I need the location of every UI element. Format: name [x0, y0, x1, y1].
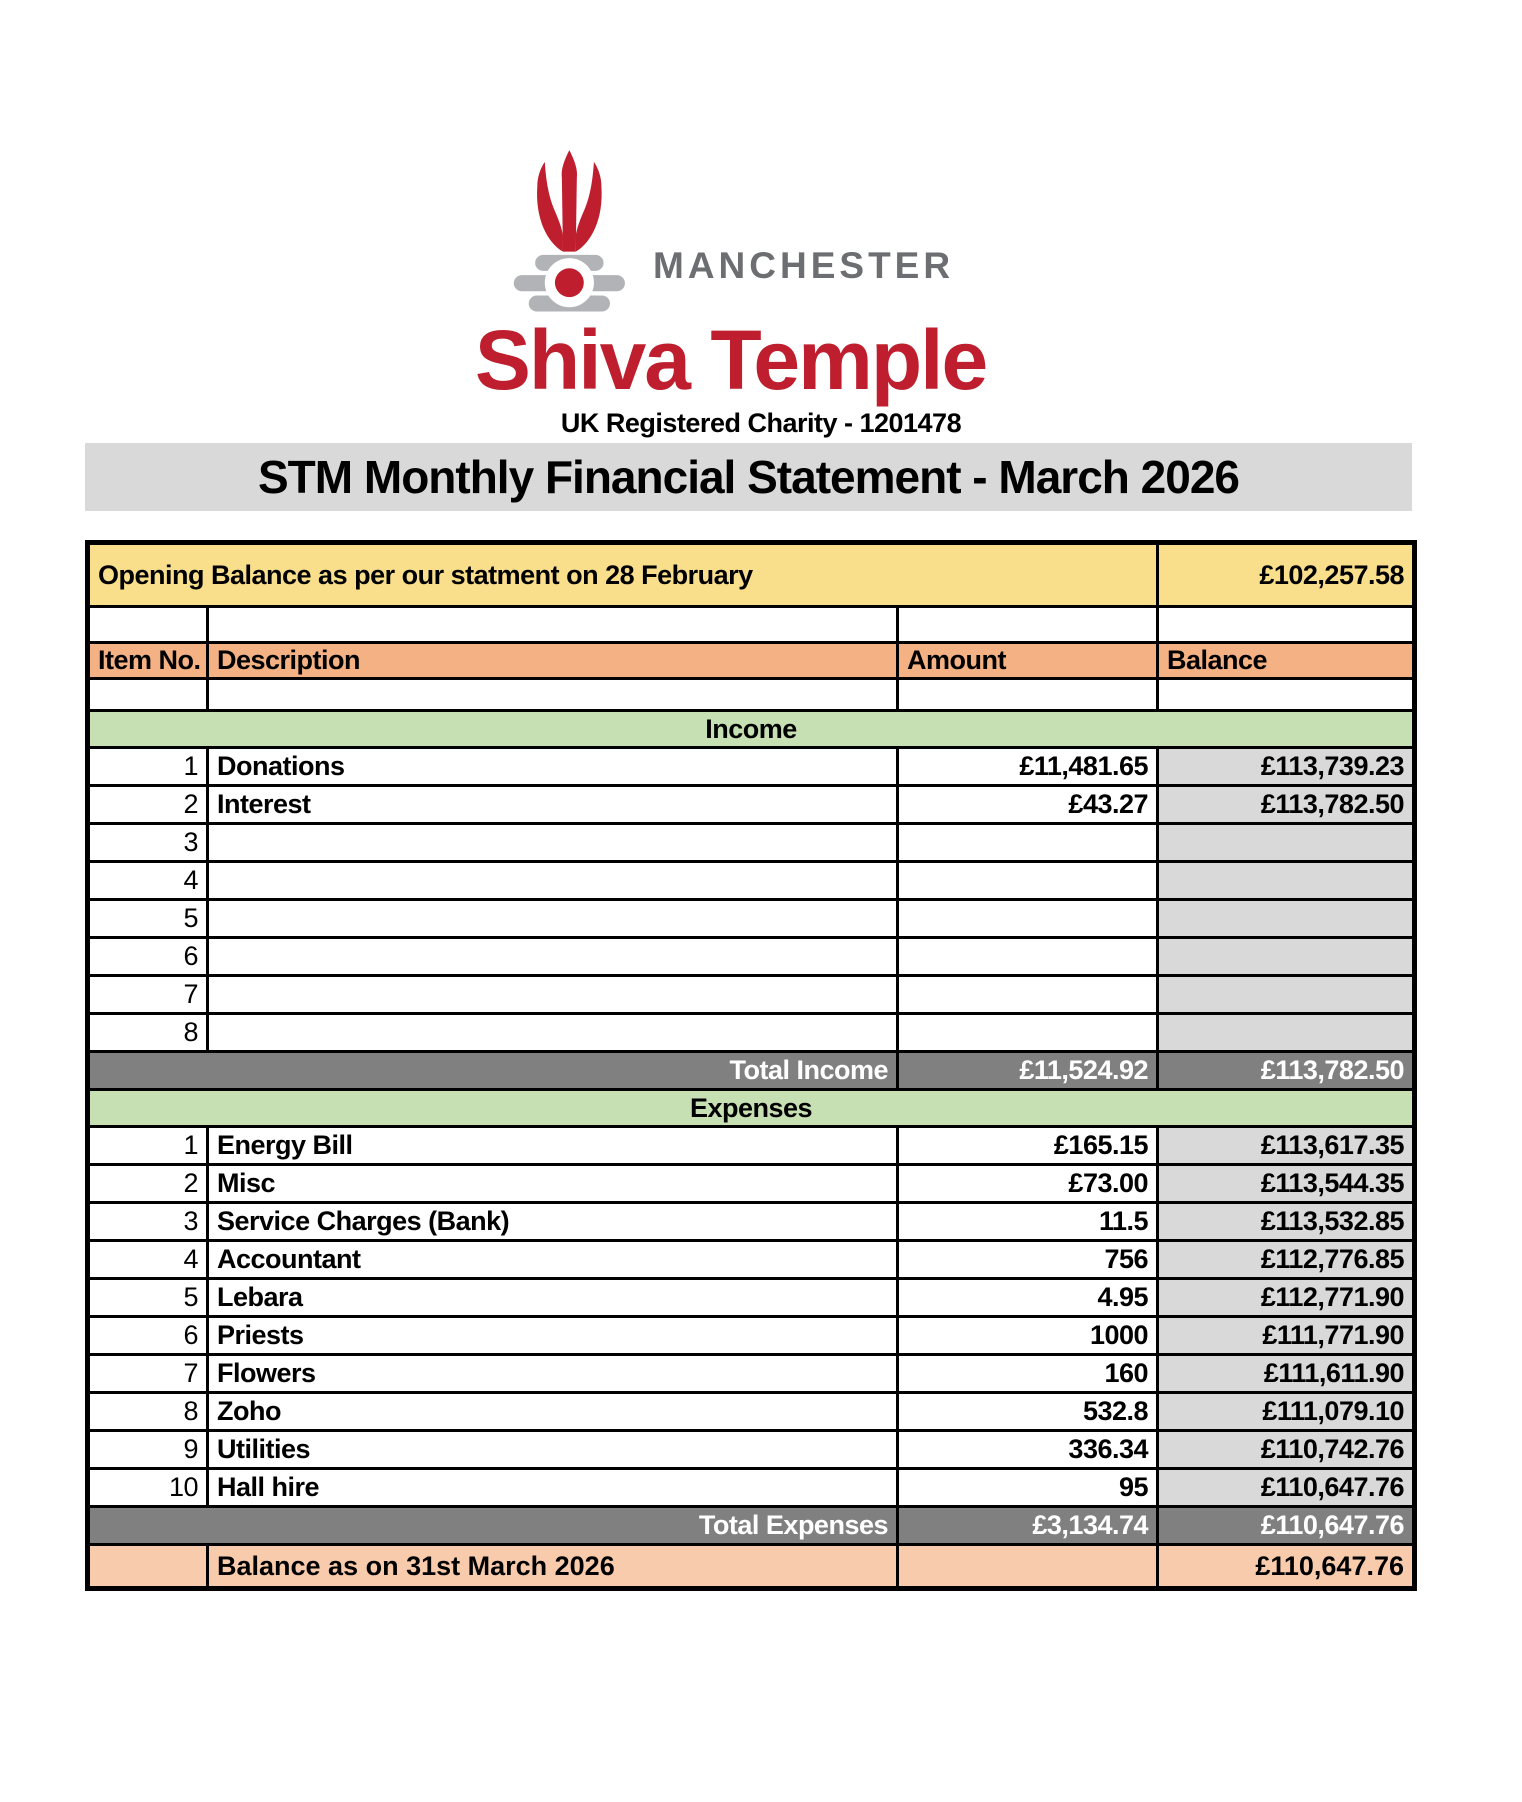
- closing-balance-label: Balance as on 31st March 2026: [208, 1545, 898, 1589]
- total-income-row: [88, 1052, 1415, 1090]
- title-banner: [85, 443, 1412, 511]
- table-row: [88, 1393, 1415, 1431]
- column-header-row: [88, 643, 1415, 679]
- spacer-row: [88, 607, 1415, 643]
- logo-city-text: MANCHESTER: [653, 245, 955, 286]
- description-cell: Lebara: [208, 1279, 898, 1317]
- spacer-cell: [88, 679, 208, 711]
- total-income-label: Total Income: [88, 1052, 898, 1090]
- amount-cell: 95: [898, 1469, 1158, 1507]
- amount-cell: [898, 1014, 1158, 1052]
- balance-cell: £113,617.35: [1158, 1127, 1415, 1165]
- description-cell: Accountant: [208, 1241, 898, 1279]
- balance-cell: £111,079.10: [1158, 1393, 1415, 1431]
- table-row: [88, 1317, 1415, 1355]
- item-number-cell: 4: [88, 862, 208, 900]
- balance-cell: [1158, 900, 1415, 938]
- table-row: [88, 1127, 1415, 1165]
- page-title: STM Monthly Financial Statement - March 2026: [258, 451, 1239, 503]
- item-number-cell: 4: [88, 1241, 208, 1279]
- spacer-cell: [88, 607, 208, 643]
- item-number-cell: 7: [88, 976, 208, 1014]
- balance-cell: [1158, 1014, 1415, 1052]
- spacer-cell: [898, 607, 1158, 643]
- amount-cell: 756: [898, 1241, 1158, 1279]
- total-income-amount: £11,524.92: [898, 1052, 1158, 1090]
- spacer-row: [88, 679, 1415, 711]
- table-row: [88, 786, 1415, 824]
- description-cell: Hall hire: [208, 1469, 898, 1507]
- column-header-balance: Balance: [1158, 643, 1415, 679]
- table-row: [88, 1279, 1415, 1317]
- balance-cell: £110,647.76: [1158, 1469, 1415, 1507]
- description-cell: Interest: [208, 786, 898, 824]
- description-cell: Priests: [208, 1317, 898, 1355]
- item-number-cell: 10: [88, 1469, 208, 1507]
- amount-cell: 11.5: [898, 1203, 1158, 1241]
- description-cell: Zoho: [208, 1393, 898, 1431]
- opening-balance-row: [88, 543, 1415, 607]
- trident-icon: [537, 150, 602, 252]
- balance-cell: [1158, 824, 1415, 862]
- amount-cell: 336.34: [898, 1431, 1158, 1469]
- total-expenses-amount: £3,134.74: [898, 1507, 1158, 1545]
- amount-cell: £43.27: [898, 786, 1158, 824]
- description-cell: Energy Bill: [208, 1127, 898, 1165]
- balance-cell: £111,771.90: [1158, 1317, 1415, 1355]
- table-row: [88, 1355, 1415, 1393]
- closing-balance-value: £110,647.76: [1158, 1545, 1415, 1589]
- balance-cell: [1158, 976, 1415, 1014]
- item-number-cell: 6: [88, 938, 208, 976]
- item-number-cell: 5: [88, 900, 208, 938]
- table-row: [88, 1165, 1415, 1203]
- item-number-cell: 3: [88, 824, 208, 862]
- table-row: [88, 1014, 1415, 1052]
- item-number-cell: 2: [88, 1165, 208, 1203]
- amount-cell: [898, 938, 1158, 976]
- amount-cell: 4.95: [898, 1279, 1158, 1317]
- balance-cell: £113,532.85: [1158, 1203, 1415, 1241]
- amount-cell: [898, 862, 1158, 900]
- description-cell: [208, 976, 898, 1014]
- item-number-cell: 1: [88, 1127, 208, 1165]
- balance-cell: £112,776.85: [1158, 1241, 1415, 1279]
- item-number-cell: 8: [88, 1014, 208, 1052]
- amount-cell: 160: [898, 1355, 1158, 1393]
- table-row: [88, 976, 1415, 1014]
- expenses-rows: [88, 1127, 1415, 1507]
- amount-cell: £11,481.65: [898, 748, 1158, 786]
- total-expenses-balance: £110,647.76: [1158, 1507, 1415, 1545]
- statement-table: [85, 540, 1417, 1591]
- opening-balance-label: Opening Balance as per our statment on 28 February: [88, 543, 1158, 607]
- closing-empty-cell: [88, 1545, 208, 1589]
- bindu-dot-icon: [555, 268, 584, 297]
- spacer-cell: [1158, 607, 1415, 643]
- description-cell: [208, 824, 898, 862]
- charity-registration-line: UK Registered Charity - 1201478: [560, 408, 962, 438]
- table-row: [88, 1469, 1415, 1507]
- balance-cell: £113,544.35: [1158, 1165, 1415, 1203]
- amount-cell: [898, 824, 1158, 862]
- description-cell: [208, 1014, 898, 1052]
- expenses-section-header-row: [88, 1090, 1415, 1127]
- description-cell: Utilities: [208, 1431, 898, 1469]
- description-cell: [208, 938, 898, 976]
- amount-cell: 532.8: [898, 1393, 1158, 1431]
- closing-empty-amount-cell: [898, 1545, 1158, 1589]
- table-row: [88, 1241, 1415, 1279]
- expenses-section-label: Expenses: [88, 1090, 1415, 1127]
- table-row: [88, 862, 1415, 900]
- column-header-description: Description: [208, 643, 898, 679]
- table-row: [88, 1431, 1415, 1469]
- column-header-item: Item No.: [88, 643, 208, 679]
- balance-cell: £112,771.90: [1158, 1279, 1415, 1317]
- description-cell: [208, 862, 898, 900]
- column-header-amount: Amount: [898, 643, 1158, 679]
- shiva-temple-logo: [474, 148, 987, 407]
- table-row: [88, 1203, 1415, 1241]
- logo-name-text: Shiva Temple: [474, 313, 987, 407]
- item-number-cell: 5: [88, 1279, 208, 1317]
- balance-cell: [1158, 938, 1415, 976]
- balance-cell: £113,739.23: [1158, 748, 1415, 786]
- income-section-header-row: [88, 711, 1415, 748]
- spacer-cell: [1158, 679, 1415, 711]
- description-cell: Donations: [208, 748, 898, 786]
- balance-cell: [1158, 862, 1415, 900]
- item-number-cell: 2: [88, 786, 208, 824]
- balance-cell: £110,742.76: [1158, 1431, 1415, 1469]
- shiva-temple-logo-icon: [507, 148, 631, 319]
- amount-cell: [898, 976, 1158, 1014]
- opening-balance-value: £102,257.58: [1158, 543, 1415, 607]
- item-number-cell: 1: [88, 748, 208, 786]
- balance-cell: £111,611.90: [1158, 1355, 1415, 1393]
- item-number-cell: 9: [88, 1431, 208, 1469]
- description-cell: Service Charges (Bank): [208, 1203, 898, 1241]
- item-number-cell: 6: [88, 1317, 208, 1355]
- income-rows: [88, 748, 1415, 1052]
- description-cell: Misc: [208, 1165, 898, 1203]
- amount-cell: £73.00: [898, 1165, 1158, 1203]
- total-expenses-label: Total Expenses: [88, 1507, 898, 1545]
- table-row: [88, 938, 1415, 976]
- spacer-cell: [208, 607, 898, 643]
- balance-cell: £113,782.50: [1158, 786, 1415, 824]
- spacer-cell: [898, 679, 1158, 711]
- amount-cell: 1000: [898, 1317, 1158, 1355]
- closing-balance-row: [88, 1545, 1415, 1589]
- spacer-cell: [208, 679, 898, 711]
- amount-cell: £165.15: [898, 1127, 1158, 1165]
- total-expenses-row: [88, 1507, 1415, 1545]
- description-cell: [208, 900, 898, 938]
- description-cell: Flowers: [208, 1355, 898, 1393]
- item-number-cell: 8: [88, 1393, 208, 1431]
- item-number-cell: 7: [88, 1355, 208, 1393]
- total-income-balance: £113,782.50: [1158, 1052, 1415, 1090]
- income-section-label: Income: [88, 711, 1415, 748]
- item-number-cell: 3: [88, 1203, 208, 1241]
- amount-cell: [898, 900, 1158, 938]
- table-row: [88, 900, 1415, 938]
- table-row: [88, 824, 1415, 862]
- table-row: [88, 748, 1415, 786]
